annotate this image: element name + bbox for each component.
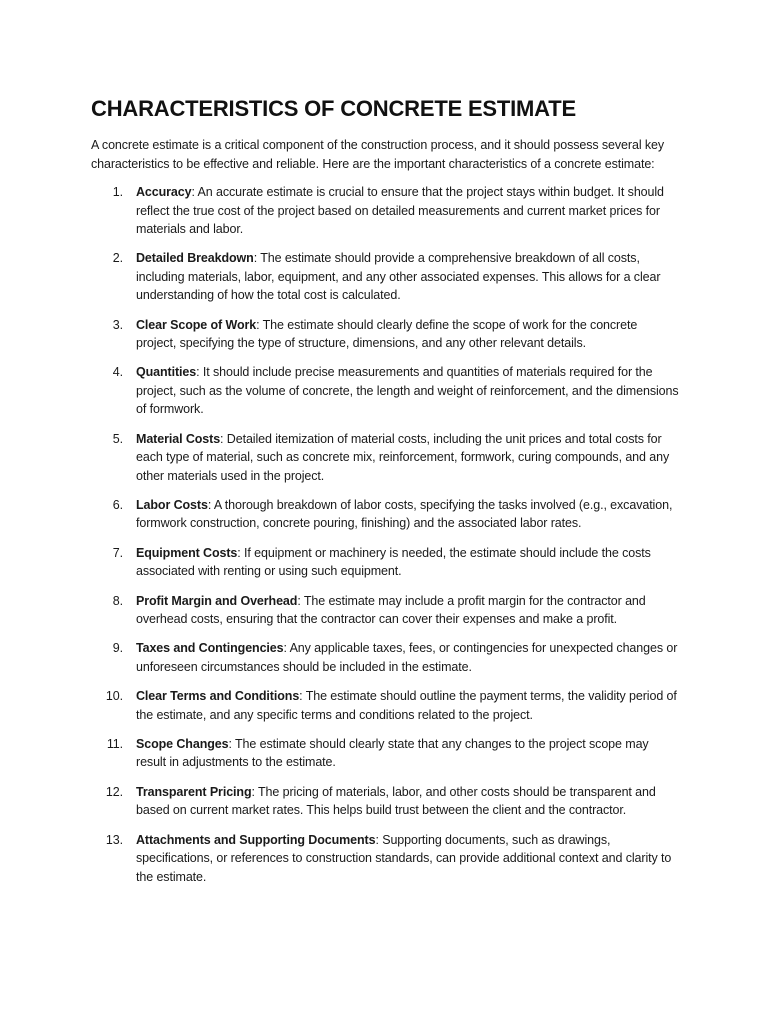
list-item-term: Attachments and Supporting Documents xyxy=(136,832,376,847)
list-item xyxy=(91,249,680,305)
list-item-description: : The pricing of materials, labor, and other costs should be transparent and based on current market rates. This helps build trust between the client and the contractor. xyxy=(136,784,656,818)
list-item xyxy=(91,183,680,239)
list-item-term: Detailed Breakdown xyxy=(136,251,254,266)
list-item xyxy=(91,639,680,676)
list-item xyxy=(91,735,680,772)
list-item-description: : The estimate should provide a comprehensive breakdown of all costs, including materials, labor, equipment, and any other associated expenses. This allows for a clear understanding of how the total cost is calculated. xyxy=(136,251,661,303)
list-item-description: : Detailed itemization of material costs, including the unit prices and total costs for each type of material, such as concrete mix, reinforcement, formwork, curing compounds, and any other materials used in the project. xyxy=(136,431,670,483)
list-item xyxy=(91,430,680,486)
list-item-description: : The estimate should clearly state that any changes to the project scope may result in adjustments to the estimate. xyxy=(136,736,649,770)
page-title: CHARACTERISTICS OF CONCRETE ESTIMATE xyxy=(91,96,576,121)
list-item-term: Scope Changes xyxy=(136,736,229,751)
list-item-number: 12. xyxy=(105,784,123,799)
list-item-number: 6. xyxy=(112,497,123,512)
list-item-number: 5. xyxy=(112,431,123,446)
list-item-description: : An accurate estimate is crucial to ensure that the project stays within budget. It should reflect the true cost of the project based on detailed measurements and current market prices for materials and labor. xyxy=(136,185,664,236)
list-item-description: : Supporting documents, such as drawings, specifications, or references to construction standards, can provide additional context and clarity to the estimate. xyxy=(136,832,672,884)
list-item-term: Quantities xyxy=(136,365,197,380)
list-item-description: : The estimate should clearly define the scope of work for the concrete project, specifying the type of structure, dimensions, and any other relevant details. xyxy=(136,317,638,351)
list-item xyxy=(91,592,680,629)
intro-paragraph: A concrete estimate is a critical component of the construction process, and it should possess several key characteristics to be effective and reliable. Here are the important characteristics of a concrete estimate: xyxy=(91,138,665,171)
list-item-term: Accuracy xyxy=(136,185,192,199)
list-item-description: : If equipment or machinery is needed, the estimate should include the costs associated with renting or using such equipment. xyxy=(136,545,651,579)
list-item-term: Material Costs xyxy=(136,431,221,446)
list-item xyxy=(91,363,680,419)
list-item xyxy=(91,544,680,581)
list-item-description: : A thorough breakdown of labor costs, specifying the tasks involved (e.g., excavation, formwork construction, concrete pouring, finishing) and the associated labor rates. xyxy=(136,497,673,531)
list-item-description: : It should include precise measurements and quantities of materials required for the project, such as the volume of concrete, the length and weight of reinforcement, and the dimensions of formwork. xyxy=(136,365,679,417)
list-item-term: Profit Margin and Overhead xyxy=(136,593,298,608)
characteristics-list xyxy=(91,183,680,886)
list-item-term: Clear Terms and Conditions xyxy=(136,689,300,704)
list-item-description: : The estimate should outline the payment terms, the validity period of the estimate, and any specific terms and conditions related to the project. xyxy=(136,689,677,722)
list-item xyxy=(91,831,680,887)
list-item-description: : Any applicable taxes, fees, or contingencies for unexpected changes or unforeseen circumstances should be included in the estimate. xyxy=(136,641,678,674)
list-item-number: 13. xyxy=(105,832,123,847)
list-item-number: 11. xyxy=(106,736,123,751)
list-item-number: 4. xyxy=(112,365,123,380)
list-item-number: 8. xyxy=(112,593,123,608)
list-item-number: 10. xyxy=(105,689,123,704)
list-item-term: Clear Scope of Work xyxy=(136,317,257,332)
list-item-term: Equipment Costs xyxy=(136,545,238,560)
list-item-number: 7. xyxy=(112,545,123,560)
list-item-number: 1. xyxy=(112,185,123,199)
list-item-number: 2. xyxy=(112,251,123,266)
list-item-term: Labor Costs xyxy=(136,497,208,512)
list-item xyxy=(91,783,680,820)
list-item-term: Transparent Pricing xyxy=(136,784,252,799)
list-item-term: Taxes and Contingencies xyxy=(136,641,284,656)
list-item xyxy=(91,496,680,533)
list-item-description: : The estimate may include a profit margin for the contractor and overhead costs, ensuring that the contractor can cover their expenses and make a profit. xyxy=(136,593,646,627)
list-item-number: 3. xyxy=(112,317,123,332)
list-item xyxy=(91,316,680,353)
list-item xyxy=(91,687,680,724)
list-item-number: 9. xyxy=(112,641,123,656)
